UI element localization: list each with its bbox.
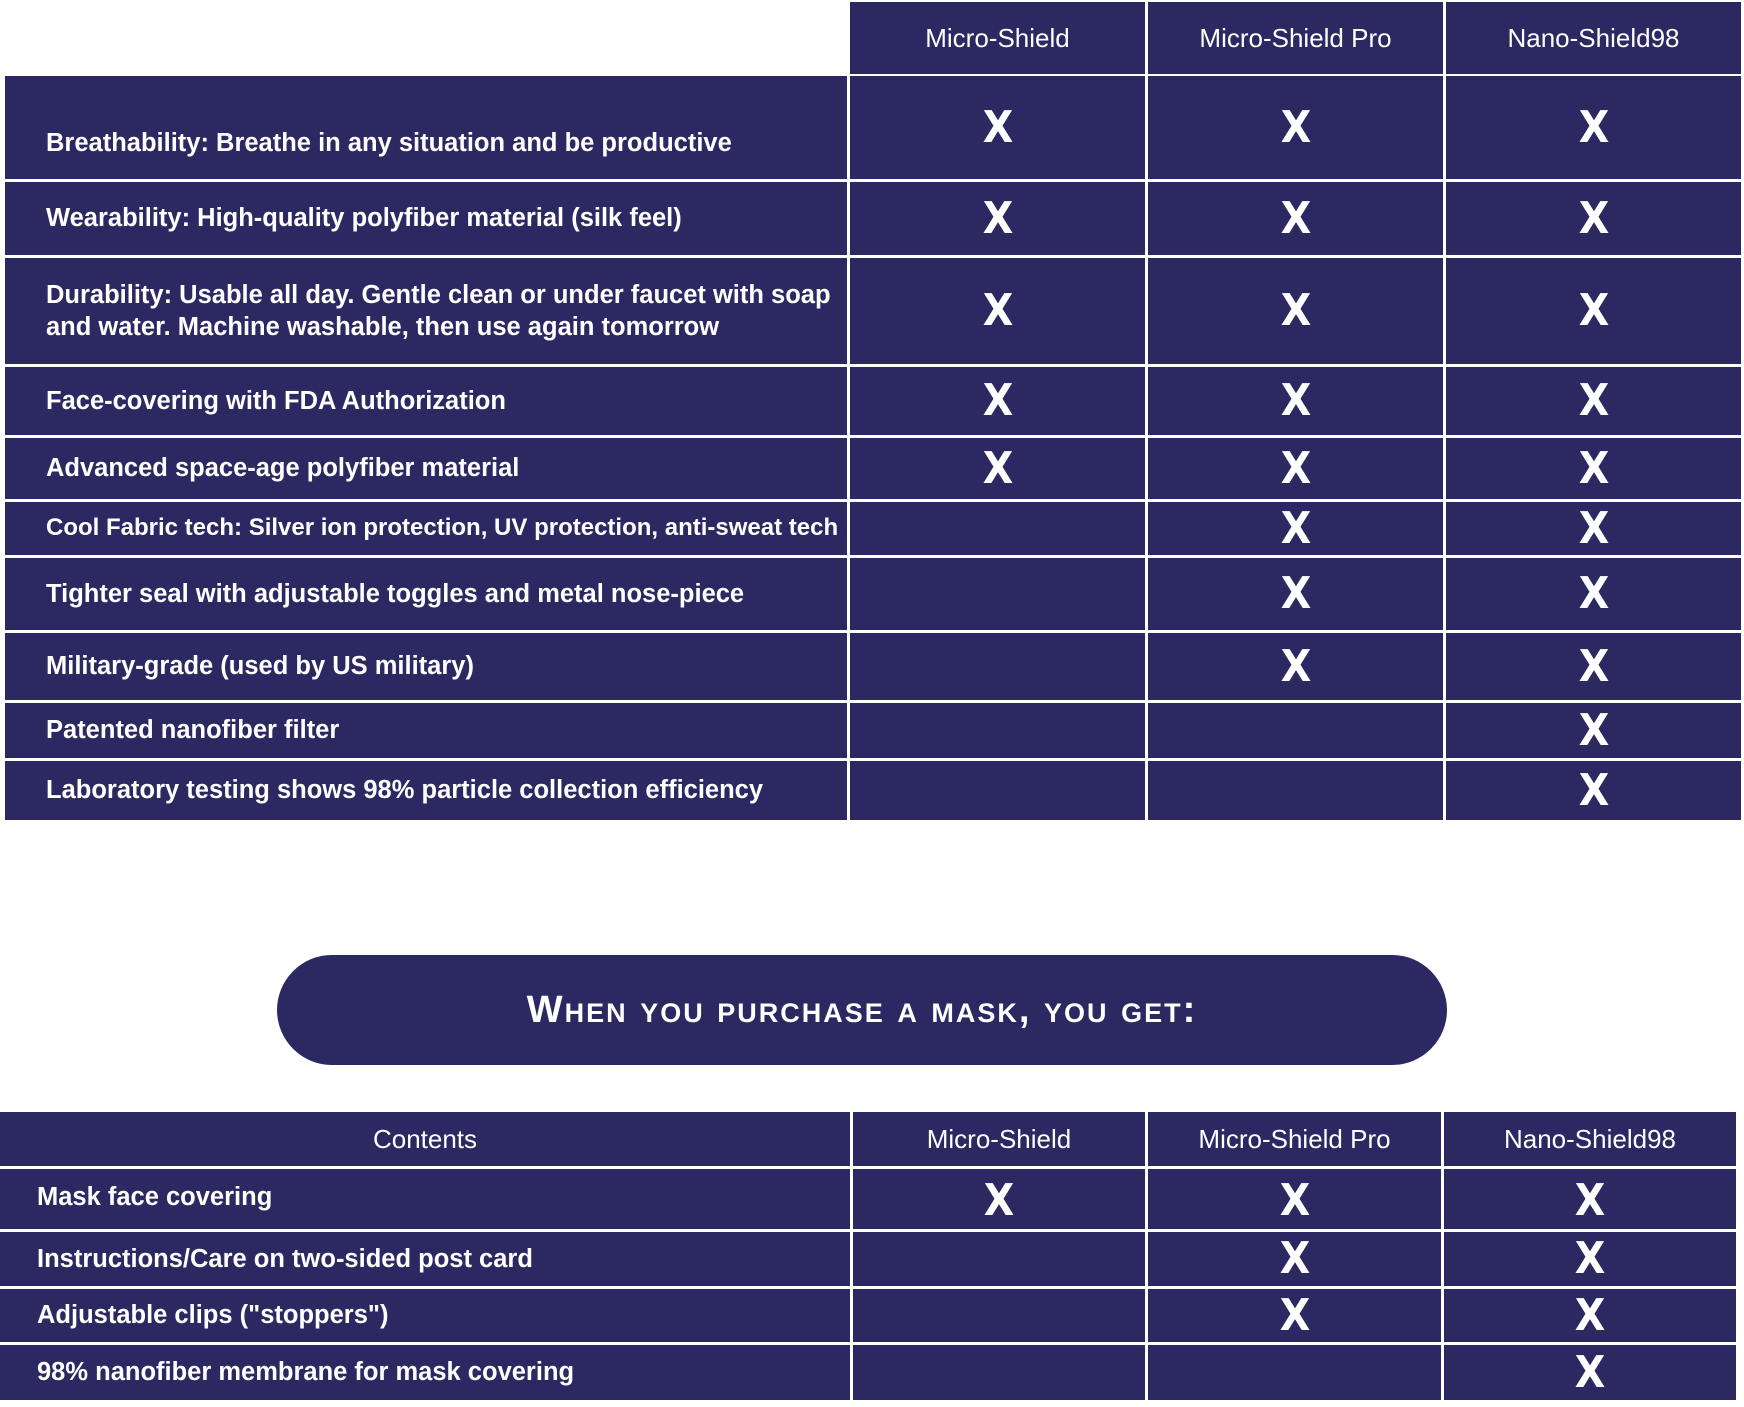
feature-cell <box>850 76 1145 179</box>
feature-cell <box>1446 761 1741 820</box>
contents-cell <box>853 1345 1145 1400</box>
contents-label: Instructions/Care on two-sided post card <box>0 1232 850 1286</box>
check-x-mark: X <box>982 101 1013 153</box>
check-x-mark: X <box>1578 375 1609 426</box>
feature-label: Durability: Usable all day. Gentle clean or under faucet with soap and water. Machine washable, then use again tomorrow <box>5 258 847 364</box>
contents-cell <box>853 1289 1145 1342</box>
feature-cell <box>1148 633 1443 700</box>
feature-label: Tighter seal with adjustable toggles and metal nose-piece <box>5 558 847 630</box>
contents-cell <box>1444 1169 1736 1229</box>
feature-cell <box>850 761 1145 820</box>
column-header: Nano-Shield98 <box>1444 1112 1736 1166</box>
column-header: Micro-Shield Pro <box>1148 1112 1441 1166</box>
check-x-mark: X <box>1574 1175 1606 1226</box>
feature-label: Laboratory testing shows 98% particle collection efficiency <box>5 761 847 820</box>
feature-label: Cool Fabric tech: Silver ion protection, UV protection, anti-sweat tech <box>5 502 847 555</box>
feature-cell <box>1148 438 1443 499</box>
contents-cell <box>1148 1232 1441 1286</box>
feature-cell <box>1148 367 1443 435</box>
feature-cell <box>1446 367 1741 435</box>
check-x-mark: X <box>1578 568 1609 619</box>
feature-cell <box>1446 182 1741 255</box>
feature-label: Breathability: Breathe in any situation and be productive <box>5 76 847 179</box>
check-x-mark: X <box>1279 1175 1310 1226</box>
feature-cell <box>850 558 1145 630</box>
feature-label: Advanced space-age polyfiber material <box>5 438 847 499</box>
contents-cell <box>1148 1289 1441 1342</box>
check-x-mark: X <box>1280 192 1311 244</box>
contents-cell <box>1444 1232 1736 1286</box>
contents-cell <box>1148 1169 1441 1229</box>
contents-label: Mask face covering <box>0 1169 850 1229</box>
check-x-mark: X <box>1280 568 1311 619</box>
check-x-mark: X <box>1578 640 1609 692</box>
check-x-mark: X <box>1578 502 1609 554</box>
check-x-mark: X <box>1279 1289 1310 1341</box>
feature-label: Patented nanofiber filter <box>5 703 847 758</box>
feature-cell <box>1148 76 1443 179</box>
contents-cell <box>853 1232 1145 1286</box>
contents-label: 98% nanofiber membrane for mask covering <box>0 1345 850 1400</box>
feature-cell <box>850 633 1145 700</box>
feature-cell <box>850 438 1145 499</box>
check-x-mark: X <box>1574 1233 1606 1284</box>
column-header: Micro-Shield <box>850 2 1145 74</box>
contents-header: Contents <box>0 1112 850 1166</box>
feature-cell <box>1148 703 1443 758</box>
check-x-mark: X <box>1578 442 1609 494</box>
feature-cell <box>1148 258 1443 364</box>
feature-cell <box>1148 182 1443 255</box>
check-x-mark: X <box>982 375 1013 426</box>
feature-cell <box>1148 761 1443 820</box>
feature-cell <box>850 703 1145 758</box>
check-x-mark: X <box>1280 101 1311 153</box>
check-x-mark: X <box>1279 1233 1310 1284</box>
check-x-mark: X <box>1578 704 1609 756</box>
check-x-mark: X <box>982 442 1013 494</box>
contents-cell <box>1444 1289 1736 1342</box>
column-header: Micro-Shield Pro <box>1148 2 1443 74</box>
feature-cell <box>850 182 1145 255</box>
feature-cell <box>850 367 1145 435</box>
column-header: Nano-Shield98 <box>1446 2 1741 74</box>
banner-text: When you purchase a mask, you get: <box>526 988 1198 1031</box>
check-x-mark: X <box>1280 285 1311 336</box>
check-x-mark: X <box>983 1175 1015 1226</box>
feature-cell <box>1446 438 1741 499</box>
feature-label: Face-covering with FDA Authorization <box>5 367 847 435</box>
feature-cell <box>1446 703 1741 758</box>
contents-cell <box>853 1169 1145 1229</box>
feature-label: Military-grade (used by US military) <box>5 633 847 700</box>
check-x-mark: X <box>1578 101 1609 153</box>
check-x-mark: X <box>1574 1346 1606 1398</box>
check-x-mark: X <box>1578 192 1609 244</box>
purchase-banner <box>277 955 1447 1065</box>
feature-cell <box>850 258 1145 364</box>
check-x-mark: X <box>1578 764 1609 816</box>
check-x-mark: X <box>982 285 1013 336</box>
feature-cell <box>1446 502 1741 555</box>
feature-cell <box>1446 76 1741 179</box>
contents-label: Adjustable clips ("stoppers") <box>0 1289 850 1342</box>
check-x-mark: X <box>982 192 1013 244</box>
feature-cell <box>1148 502 1443 555</box>
feature-cell <box>1446 258 1741 364</box>
check-x-mark: X <box>1578 285 1609 336</box>
feature-cell <box>850 502 1145 555</box>
contents-cell <box>1148 1345 1441 1400</box>
feature-label: Wearability: High-quality polyfiber material (silk feel) <box>5 182 847 255</box>
contents-cell <box>1444 1345 1736 1400</box>
feature-cell <box>1148 558 1443 630</box>
check-x-mark: X <box>1280 502 1311 554</box>
check-x-mark: X <box>1574 1289 1606 1341</box>
check-x-mark: X <box>1280 442 1311 494</box>
feature-cell <box>1446 558 1741 630</box>
check-x-mark: X <box>1280 375 1311 426</box>
column-header: Micro-Shield <box>853 1112 1145 1166</box>
feature-cell <box>1446 633 1741 700</box>
check-x-mark: X <box>1280 640 1311 692</box>
